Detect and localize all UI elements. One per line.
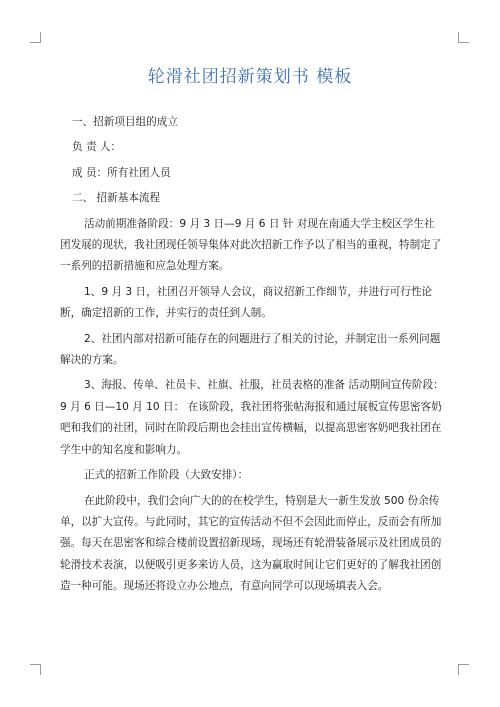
paragraph-preparation: 活动前期准备阶段：9 月 3 日—9 月 6 日 针 对现在南通大学主校区学生社团发展的现状，我社团现任领导集体对此次招新工作予以了相当的重视，特制定了一系列的招新措施和应急处理方案。 <box>60 217 442 273</box>
section-heading-2: 二、 招新基本流程 <box>72 192 161 205</box>
crop-mark-bottom-right <box>458 664 469 675</box>
paragraph-step-2: 2、社团内部对招新可能存在的问题进行了相关的讨论，并制定出一系列问题解决的方案。 <box>60 332 441 367</box>
paragraph-formal-stage: 正式的招新工作阶段（大致安排）： <box>84 469 249 482</box>
paragraph-recruitment-details: 在此阶段中，我们会向广大的的在校学生，特别是大一新生发放 500 份余传单，以扩大宣传。与此同时，其它的宣传活动不但不会因此而停止，反而会有所加强。每天在思密客和综合楼前设置招新现场，现场还有轮滑装备展示及社团成员的轮滑技术表演，以便吸引更多来访人员，这为赢取时间让它们更好的了解我社团创造一种可能。现场还将设立办公地点，有意向同学可以现场填表入会。 <box>60 494 442 593</box>
members-line: 成 员：所有社团人员 <box>72 166 171 179</box>
document-title: 轮滑社团招新策划书 模板 <box>147 67 353 87</box>
paragraph-step-1: 1、9 月 3 日，社团召开领导人会议，商议招新工作细节，并进行可行性论断，确定招新的工作，并实行的责任到人制。 <box>60 285 433 320</box>
crop-mark-top-right <box>458 32 469 43</box>
crop-mark-top-left <box>30 32 41 43</box>
document-body <box>60 112 445 598</box>
crop-mark-bottom-left <box>30 664 41 675</box>
responsible-person-line: 负 责 人： <box>72 141 122 154</box>
paragraph-step-3: 3、海报、传单、社员卡、社旗、社服，社员表格的准备 活动期间宣传阶段：9 月 6 日—10 月 10 日： 在该阶段，我社团将张帖海报和通过展板宣传思密客奶吧和我们的社团，同时在阶段后期也会挂出宣传横幅，以提高思密客奶吧我社团在学生中的知名度和影响力。 <box>60 379 444 456</box>
section-heading-1: 一、招新项目组的成立 <box>72 116 178 128</box>
